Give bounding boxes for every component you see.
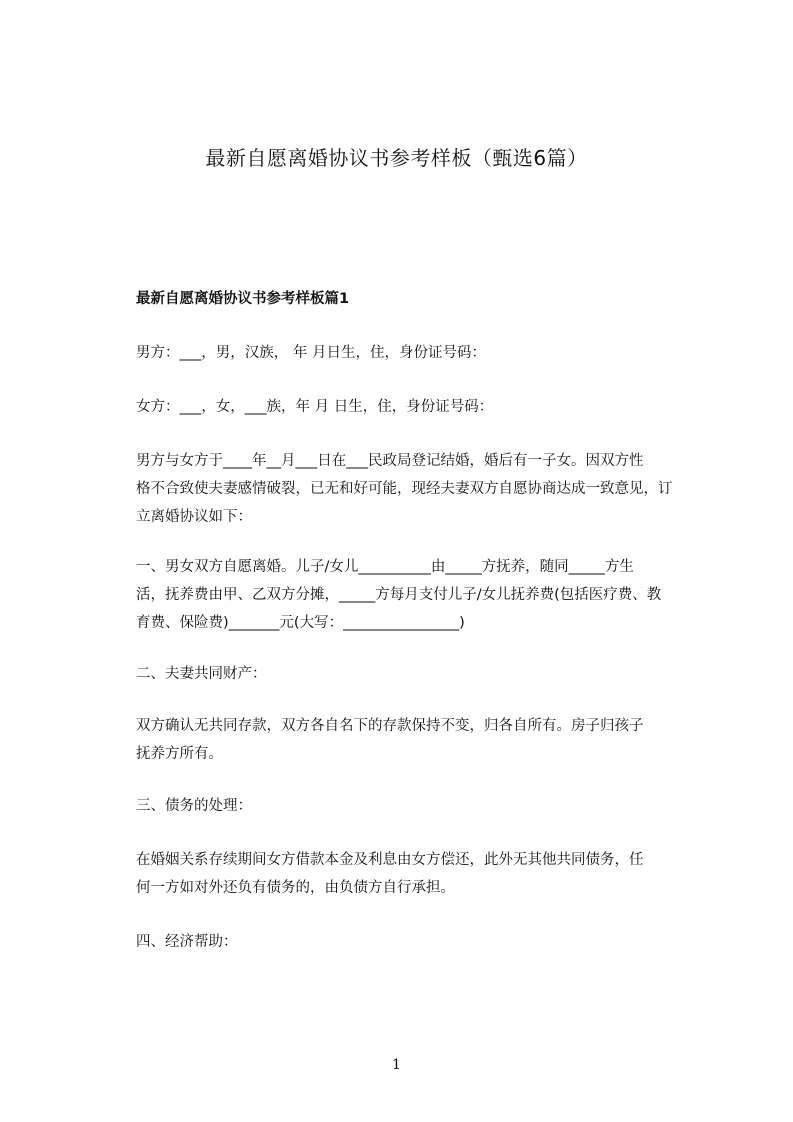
intro-line-3: 立离婚协议如下： (136, 509, 252, 525)
clause-2-line-1: 双方确认无共同存款，双方各自名下的存款保持不变，归各自所有。房子归孩子 (136, 718, 644, 734)
clause-1-line-3: 育费、保险费)_______元(大写：________________) (136, 615, 465, 631)
clause-3-line-2: 何一方如对外还负有债务的，由负债方自行承担。 (136, 880, 455, 896)
clause-3-line-1: 在婚姻关系存续期间女方借款本金及利息由女方偿还，此外无其他共同债务，任 (136, 852, 644, 868)
female-party-line: 女方：___，女，___族，年 月 日生，住，身份证号码： (136, 399, 494, 415)
clause-4-heading: 四、经济帮助： (136, 934, 238, 950)
clause-2-heading: 二、夫妻共同财产： (136, 666, 267, 682)
page-number: 1 (392, 1057, 401, 1073)
intro-line-1: 男方与女方于____年__月___日在___民政局登记结婚，婚后有一子女。因双方性 (136, 453, 644, 469)
section-heading: 最新自愿离婚协议书参考样板篇1 (136, 291, 350, 307)
male-party-line: 男方：___，男，汉族， 年 月日生，住，身份证号码： (136, 345, 486, 361)
clause-1-line-1: 一、男女双方自愿离婚。儿子/女儿__________由_____方抚养，随同_____方生 (136, 559, 634, 575)
intro-line-2: 格不合致使夫妻感情破裂，已无和好可能，现经夫妻双方自愿协商达成一致意见，订 (136, 481, 673, 497)
clause-1-line-2: 活，抚养费由甲、乙双方分摊，_____方每月支付儿子/女儿抚养费(包括医疗费、教 (136, 587, 662, 603)
clause-3-heading: 三、债务的处理： (136, 798, 252, 814)
clause-2-line-2: 抚养方所有。 (136, 746, 223, 762)
document-title: 最新自愿离婚协议书参考样板（甄选6篇） (205, 146, 588, 170)
